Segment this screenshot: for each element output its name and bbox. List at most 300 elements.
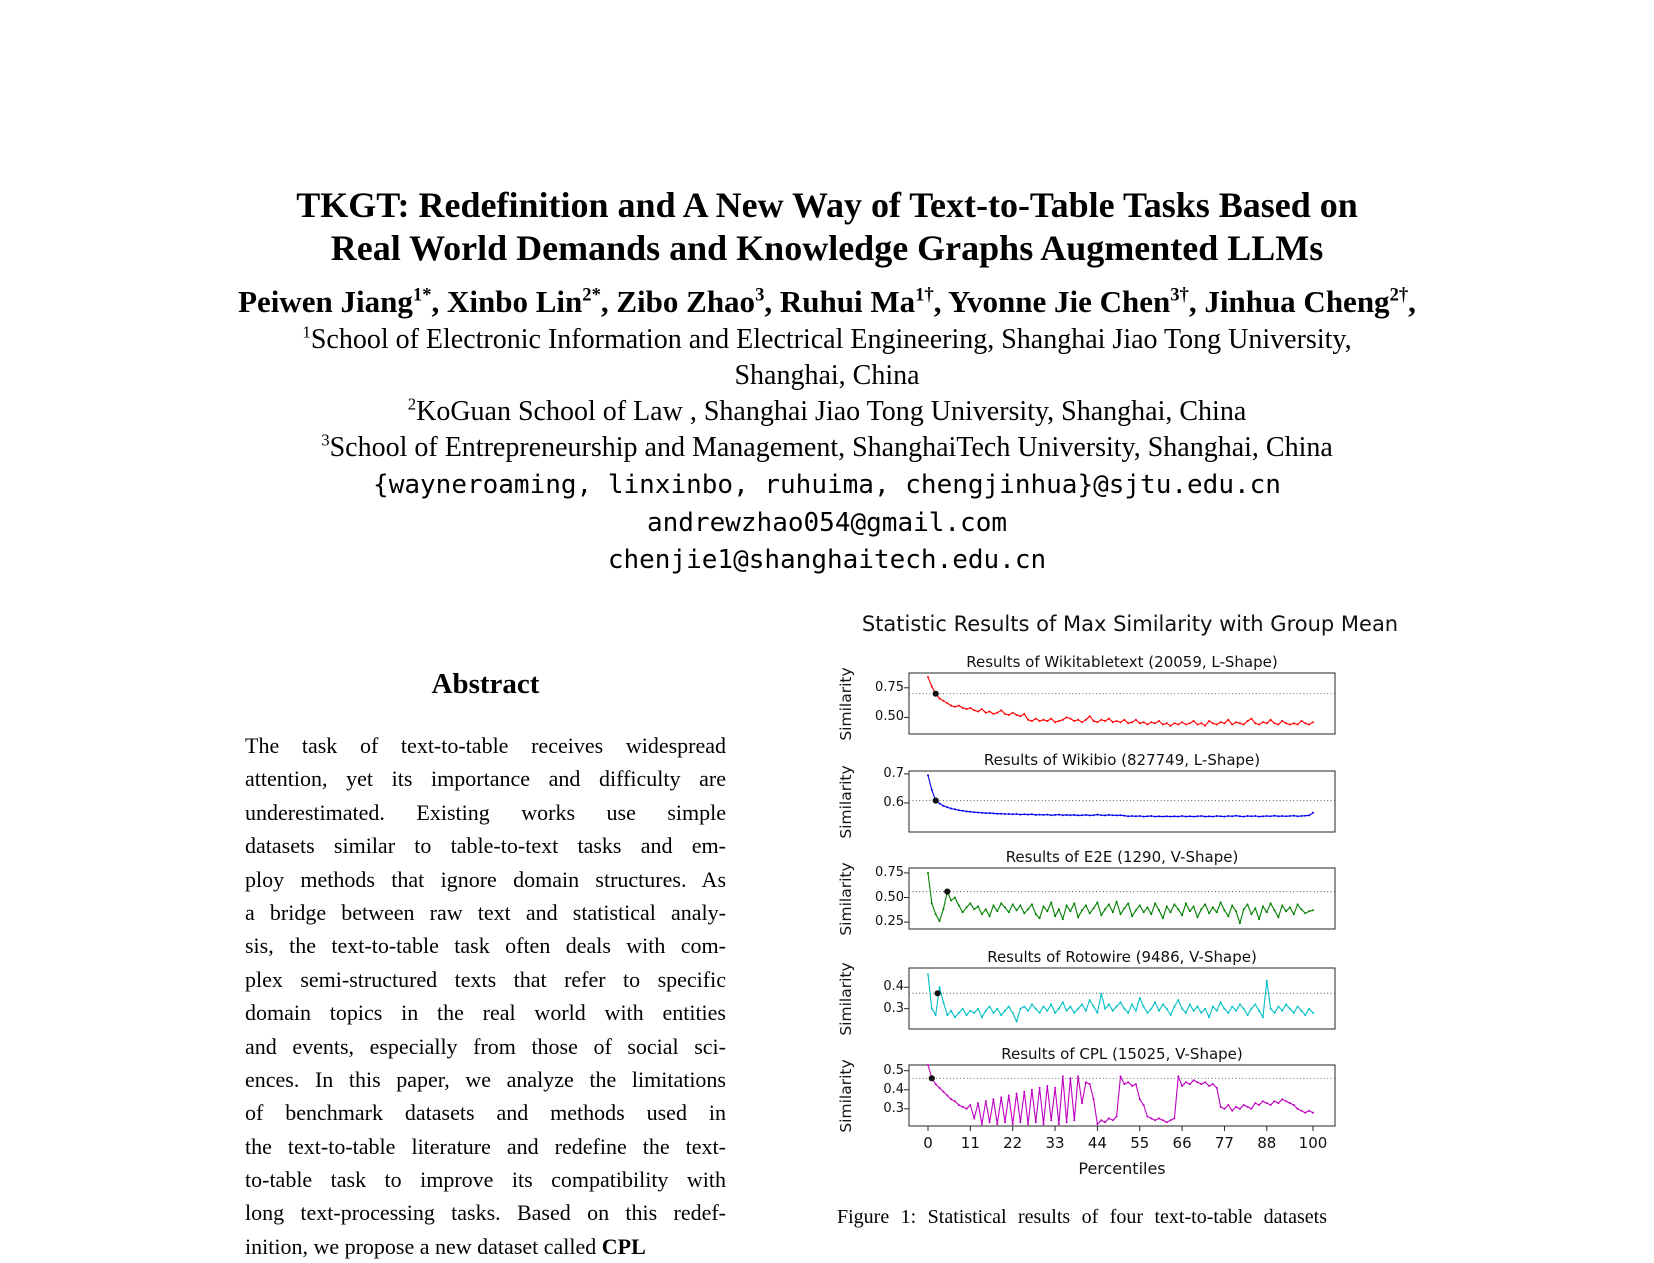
- data-point-marker: [1308, 910, 1310, 912]
- abstract-line: long text-processing tasks. Based on this redef-: [245, 1200, 726, 1226]
- data-point-marker: [1046, 1010, 1048, 1012]
- author-superscript: 3: [755, 284, 765, 306]
- data-point-marker: [1123, 719, 1125, 721]
- data-point-marker: [1250, 1008, 1252, 1010]
- data-point-marker: [1062, 814, 1064, 816]
- data-point-marker: [1304, 722, 1306, 724]
- data-point-marker: [939, 803, 941, 805]
- data-point-marker: [1116, 1006, 1118, 1008]
- data-point-marker: [939, 698, 941, 700]
- data-point-marker: [1258, 1104, 1260, 1106]
- data-point-marker: [1185, 724, 1187, 726]
- data-point-marker: [1139, 722, 1141, 724]
- abstract-line: sis, the text-to-table task often deals with com-: [245, 933, 726, 959]
- data-point-marker: [1035, 1121, 1037, 1123]
- data-point-marker: [958, 705, 960, 707]
- data-point-marker: [973, 908, 975, 910]
- similarity-series-line: [928, 974, 1313, 1021]
- data-point-marker: [1274, 722, 1276, 724]
- data-point-marker: [1293, 722, 1295, 724]
- data-point-marker: [1304, 815, 1306, 817]
- x-tick-label: 11: [960, 1134, 980, 1152]
- data-point-marker: [1193, 1079, 1195, 1081]
- data-point-marker: [1093, 814, 1095, 816]
- data-point-marker: [1297, 1006, 1299, 1008]
- data-point-marker: [1073, 814, 1075, 816]
- x-tick-label: 77: [1214, 1134, 1234, 1152]
- data-point-marker: [1120, 1075, 1122, 1077]
- data-point-marker: [1262, 905, 1264, 907]
- data-point-marker: [1170, 1014, 1172, 1016]
- data-point-marker: [1050, 1003, 1052, 1005]
- data-point-marker: [1177, 724, 1179, 726]
- data-point-marker: [1131, 721, 1133, 723]
- data-point-marker: [1066, 904, 1068, 906]
- data-point-marker: [1231, 815, 1233, 817]
- data-point-marker: [1054, 1087, 1056, 1089]
- author-superscript: 3†: [1170, 284, 1189, 306]
- data-point-marker: [1004, 713, 1006, 715]
- data-point-marker: [1312, 1012, 1314, 1014]
- data-point-marker: [931, 789, 933, 791]
- data-point-marker: [1058, 1008, 1060, 1010]
- data-point-marker: [1185, 902, 1187, 904]
- data-point-marker: [1270, 719, 1272, 721]
- data-point-marker: [1012, 1012, 1014, 1014]
- data-point-marker: [962, 1008, 964, 1010]
- data-point-marker: [1181, 815, 1183, 817]
- y-axis-label: Similarity: [837, 764, 855, 839]
- y-tick-label: 0.5: [883, 1062, 904, 1078]
- data-point-marker: [1208, 1016, 1210, 1018]
- data-point-marker: [1100, 814, 1102, 816]
- data-point-marker: [946, 806, 948, 808]
- data-point-marker: [966, 708, 968, 710]
- subplot-title: Results of Wikibio (827749, L-Shape): [983, 751, 1261, 769]
- data-point-marker: [1197, 916, 1199, 918]
- data-point-marker: [1146, 1012, 1148, 1014]
- data-point-marker: [1104, 1008, 1106, 1010]
- data-point-marker: [1012, 903, 1014, 905]
- data-point-marker: [1158, 1010, 1160, 1012]
- data-point-marker: [1112, 1119, 1114, 1121]
- subplot-title: Results of Rotowire (9486, V-Shape): [987, 948, 1257, 966]
- data-point-marker: [1197, 1006, 1199, 1008]
- data-point-marker: [1223, 722, 1225, 724]
- data-point-marker: [1193, 1010, 1195, 1012]
- data-point-marker: [1023, 813, 1025, 815]
- data-point-marker: [977, 905, 979, 907]
- data-point-marker: [1154, 816, 1156, 818]
- data-point-marker: [1154, 722, 1156, 724]
- data-point-marker: [1177, 816, 1179, 818]
- data-point-marker: [1054, 1012, 1056, 1014]
- data-point-marker: [1019, 715, 1021, 717]
- data-point-marker: [1212, 722, 1214, 724]
- data-point-marker: [1046, 1085, 1048, 1087]
- data-point-marker: [950, 1010, 952, 1012]
- data-point-marker: [1139, 997, 1141, 999]
- data-point-marker: [1058, 720, 1060, 722]
- data-point-marker: [954, 897, 956, 899]
- data-point-marker: [1016, 1093, 1018, 1095]
- data-point-marker: [1150, 1117, 1152, 1119]
- data-point-marker: [1104, 720, 1106, 722]
- data-point-marker: [1004, 906, 1006, 908]
- data-point-marker: [1081, 721, 1083, 723]
- data-point-marker: [1039, 1012, 1041, 1014]
- data-point-marker: [1000, 709, 1002, 711]
- data-point-marker: [985, 1010, 987, 1012]
- data-point-marker: [977, 812, 979, 814]
- data-point-marker: [1008, 714, 1010, 716]
- data-point-marker: [1143, 911, 1145, 913]
- data-point-marker: [1131, 1085, 1133, 1087]
- data-point-marker: [1312, 812, 1314, 814]
- data-point-marker: [1254, 1003, 1256, 1005]
- data-point-marker: [958, 1012, 960, 1014]
- data-point-marker: [1247, 903, 1249, 905]
- data-point-marker: [1146, 906, 1148, 908]
- data-point-marker: [985, 712, 987, 714]
- data-point-marker: [1085, 719, 1087, 721]
- data-point-marker: [1304, 912, 1306, 914]
- x-tick-label: 44: [1087, 1134, 1107, 1152]
- data-point-marker: [1235, 910, 1237, 912]
- data-point-marker: [1223, 1008, 1225, 1010]
- data-point-marker: [1254, 907, 1256, 909]
- data-point-marker: [1146, 815, 1148, 817]
- data-point-marker: [1085, 1081, 1087, 1083]
- data-point-marker: [1123, 1008, 1125, 1010]
- data-point-marker: [1146, 724, 1148, 726]
- data-point-marker: [1208, 815, 1210, 817]
- data-point-marker: [1166, 722, 1168, 724]
- data-point-marker: [1166, 1008, 1168, 1010]
- data-point-marker: [1158, 1117, 1160, 1119]
- data-point-marker: [996, 1008, 998, 1010]
- data-point-marker: [1023, 713, 1025, 715]
- data-point-marker: [1193, 816, 1195, 818]
- data-point-marker: [1008, 813, 1010, 815]
- data-point-marker: [1266, 1102, 1268, 1104]
- data-point-marker: [1150, 815, 1152, 817]
- data-point-marker: [1277, 815, 1279, 817]
- data-point-marker: [1250, 913, 1252, 915]
- data-point-marker: [1081, 1003, 1083, 1005]
- data-point-marker: [1085, 814, 1087, 816]
- axes-box: [909, 868, 1335, 929]
- data-point-marker: [977, 711, 979, 713]
- data-point-marker: [1262, 1016, 1264, 1018]
- author-superscript: 2†: [1389, 284, 1409, 306]
- data-point-marker: [996, 910, 998, 912]
- x-tick-label: 100: [1298, 1134, 1328, 1152]
- data-point-marker: [992, 1098, 994, 1100]
- email-line: chenjie1@shanghaitech.edu.cn: [607, 545, 1047, 575]
- abstract-line: attention, yet its importance and difficulty are: [245, 766, 726, 792]
- data-point-marker: [981, 913, 983, 915]
- abstract-line: underestimated. Existing works use simple: [245, 799, 726, 825]
- data-point-marker: [1243, 724, 1245, 726]
- mean-crossing-dot: [933, 798, 939, 804]
- data-point-marker: [1093, 1098, 1095, 1100]
- data-point-marker: [981, 812, 983, 814]
- data-point-marker: [942, 1091, 944, 1093]
- data-point-marker: [1289, 1008, 1291, 1010]
- data-point-marker: [989, 711, 991, 713]
- data-point-marker: [1208, 912, 1210, 914]
- data-point-marker: [1247, 1014, 1249, 1016]
- axes-box: [909, 1065, 1335, 1126]
- data-point-marker: [954, 1100, 956, 1102]
- abstract-line: datasets similar to table-to-text tasks and em-: [245, 833, 726, 859]
- y-tick-label: 0.3: [883, 1000, 904, 1016]
- affiliation-line: $^1$School of Electronic Information and Electrical Engineering, Shanghai Jiao Tong University,: [302, 322, 1352, 355]
- axes-box: [909, 771, 1335, 832]
- data-point-marker: [1000, 902, 1002, 904]
- data-point-marker: [1227, 1012, 1229, 1014]
- data-point-marker: [1058, 814, 1060, 816]
- author-name: Ruhui $Ma^{1\dagger}$: [779, 284, 934, 319]
- data-point-marker: [1019, 1121, 1021, 1123]
- data-point-marker: [1204, 816, 1206, 818]
- data-point-marker: [935, 1083, 937, 1085]
- data-point-marker: [1266, 722, 1268, 724]
- mean-crossing-dot: [935, 990, 941, 996]
- data-point-marker: [985, 1100, 987, 1102]
- data-point-marker: [1089, 999, 1091, 1001]
- data-point-marker: [1304, 1014, 1306, 1016]
- data-point-marker: [1223, 1108, 1225, 1110]
- data-point-marker: [958, 1104, 960, 1106]
- data-point-marker: [950, 705, 952, 707]
- data-point-marker: [1120, 721, 1122, 723]
- data-point-marker: [1200, 1012, 1202, 1014]
- email-line: andrewzhao054@gmail.com: [646, 508, 1008, 538]
- data-point-marker: [954, 706, 956, 708]
- data-point-marker: [1000, 1014, 1002, 1016]
- data-point-marker: [1108, 814, 1110, 816]
- y-tick-label: 0.75: [875, 864, 904, 880]
- data-point-marker: [1300, 908, 1302, 910]
- data-point-marker: [1289, 724, 1291, 726]
- data-point-marker: [992, 812, 994, 814]
- abstract-heading: Abstract: [431, 668, 540, 700]
- data-point-marker: [1150, 721, 1152, 723]
- data-point-marker: [1069, 1077, 1071, 1079]
- data-point-marker: [1062, 1001, 1064, 1003]
- data-point-marker: [1093, 907, 1095, 909]
- data-point-marker: [1204, 725, 1206, 727]
- data-point-marker: [1043, 905, 1045, 907]
- data-point-marker: [1173, 815, 1175, 817]
- data-point-marker: [1274, 815, 1276, 817]
- similarity-series-line: [928, 1065, 1313, 1124]
- data-point-marker: [1019, 1008, 1021, 1010]
- affiliation-superscript: 1: [302, 322, 311, 342]
- data-point-marker: [1166, 815, 1168, 817]
- author-superscript: 1†: [915, 284, 934, 306]
- data-point-marker: [1304, 1112, 1306, 1114]
- data-point-marker: [1069, 1006, 1071, 1008]
- data-point-marker: [1023, 1006, 1025, 1008]
- data-point-marker: [1035, 718, 1037, 720]
- data-point-marker: [1239, 922, 1241, 924]
- data-point-marker: [1239, 815, 1241, 817]
- data-point-marker: [973, 1117, 975, 1119]
- data-point-marker: [1177, 999, 1179, 1001]
- data-point-marker: [1208, 720, 1210, 722]
- data-point-marker: [1274, 909, 1276, 911]
- data-point-marker: [1143, 1104, 1145, 1106]
- affiliation-line: $^2$KoGuan School of Law , Shanghai Jiao Tong University, Shanghai, China: [407, 394, 1247, 427]
- data-point-marker: [1066, 814, 1068, 816]
- abstract-line: ploy methods that ignore domain structures. As: [245, 866, 726, 892]
- data-point-marker: [1100, 719, 1102, 721]
- data-point-marker: [1073, 1119, 1075, 1121]
- data-point-marker: [1089, 912, 1091, 914]
- data-point-marker: [1293, 815, 1295, 817]
- data-point-marker: [1127, 902, 1129, 904]
- data-point-marker: [1274, 1012, 1276, 1014]
- abstract-line: a bridge between raw text and statistical analy-: [245, 899, 726, 925]
- data-point-marker: [1108, 1003, 1110, 1005]
- data-point-marker: [1085, 904, 1087, 906]
- dataset-name-cpl: CPL: [601, 1233, 646, 1259]
- data-point-marker: [973, 811, 975, 813]
- axes-box: [909, 673, 1335, 734]
- x-tick-label: 33: [1045, 1134, 1065, 1152]
- data-point-marker: [942, 1001, 944, 1003]
- x-tick-label: 55: [1130, 1134, 1150, 1152]
- data-point-marker: [1266, 980, 1268, 982]
- data-point-marker: [992, 1012, 994, 1014]
- data-point-marker: [935, 1014, 937, 1016]
- data-point-marker: [1089, 715, 1091, 717]
- data-point-marker: [1270, 815, 1272, 817]
- data-point-marker: [1112, 1010, 1114, 1012]
- data-point-marker: [1285, 1003, 1287, 1005]
- data-point-marker: [1243, 908, 1245, 910]
- data-point-marker: [1258, 918, 1260, 920]
- x-tick-label: 66: [1172, 1134, 1192, 1152]
- data-point-marker: [958, 809, 960, 811]
- data-point-marker: [1043, 814, 1045, 816]
- data-point-marker: [946, 1014, 948, 1016]
- data-point-marker: [1189, 910, 1191, 912]
- data-point-marker: [946, 702, 948, 704]
- data-point-marker: [1277, 724, 1279, 726]
- data-point-marker: [1093, 720, 1095, 722]
- data-point-marker: [989, 1006, 991, 1008]
- data-point-marker: [942, 700, 944, 702]
- data-point-marker: [1154, 1119, 1156, 1121]
- data-point-marker: [1208, 1085, 1210, 1087]
- data-point-marker: [1054, 814, 1056, 816]
- data-point-marker: [1170, 816, 1172, 818]
- abstract-body: [245, 729, 726, 1263]
- data-point-marker: [1189, 1003, 1191, 1005]
- data-point-marker: [1216, 1010, 1218, 1012]
- data-point-marker: [946, 1095, 948, 1097]
- data-point-marker: [1073, 1012, 1075, 1014]
- author-name: Xinbo Lin$^{2*}$: [447, 284, 601, 319]
- x-tick-label: 88: [1257, 1134, 1277, 1152]
- data-point-marker: [1046, 814, 1048, 816]
- data-point-marker: [1058, 1123, 1060, 1125]
- data-point-marker: [1123, 907, 1125, 909]
- data-point-marker: [1227, 915, 1229, 917]
- data-point-marker: [1054, 721, 1056, 723]
- data-point-marker: [1216, 1087, 1218, 1089]
- data-point-marker: [1143, 721, 1145, 723]
- data-point-marker: [1197, 724, 1199, 726]
- data-point-marker: [1046, 910, 1048, 912]
- data-point-marker: [1231, 724, 1233, 726]
- data-point-marker: [1250, 718, 1252, 720]
- data-point-marker: [1285, 1100, 1287, 1102]
- data-point-marker: [992, 904, 994, 906]
- data-point-marker: [1158, 815, 1160, 817]
- data-point-marker: [1066, 1121, 1068, 1123]
- abstract-line: of benchmark datasets and methods used in: [245, 1100, 726, 1126]
- y-tick-label: 0.75: [875, 679, 904, 695]
- similarity-series-line: [928, 775, 1313, 816]
- data-point-marker: [1146, 1116, 1148, 1118]
- data-point-marker: [1016, 909, 1018, 911]
- data-point-marker: [1254, 815, 1256, 817]
- abstract-line: plex semi-structured texts that refer to specific: [245, 966, 726, 992]
- data-point-marker: [1250, 815, 1252, 817]
- data-point-marker: [1300, 815, 1302, 817]
- y-tick-label: 0.4: [883, 979, 904, 995]
- similarity-series-line: [928, 873, 1313, 923]
- data-point-marker: [1235, 1010, 1237, 1012]
- figure-suptitle: Statistic Results of Max Similarity with Group Mean: [861, 612, 1399, 636]
- data-point-marker: [1185, 816, 1187, 818]
- data-point-marker: [1016, 714, 1018, 716]
- data-point-marker: [1212, 1083, 1214, 1085]
- data-point-marker: [1204, 903, 1206, 905]
- data-point-marker: [966, 1108, 968, 1110]
- data-point-marker: [1281, 904, 1283, 906]
- data-point-marker: [1004, 813, 1006, 815]
- data-point-marker: [1166, 1121, 1168, 1123]
- data-point-marker: [1162, 816, 1164, 818]
- data-point-marker: [950, 808, 952, 810]
- y-tick-label: 0.4: [883, 1081, 904, 1097]
- data-point-marker: [1285, 722, 1287, 724]
- data-point-marker: [1062, 719, 1064, 721]
- data-point-marker: [1139, 1098, 1141, 1100]
- affiliation-line: Shanghai, China: [734, 360, 920, 391]
- data-point-marker: [1227, 815, 1229, 817]
- data-point-marker: [1050, 718, 1052, 720]
- data-point-marker: [981, 1123, 983, 1125]
- data-point-marker: [1066, 1010, 1068, 1012]
- data-point-marker: [954, 808, 956, 810]
- data-point-marker: [1308, 724, 1310, 726]
- similarity-series-line: [928, 677, 1313, 726]
- data-point-marker: [1043, 719, 1045, 721]
- data-point-marker: [1093, 1006, 1095, 1008]
- x-axis-label: Percentiles: [1078, 1159, 1166, 1178]
- y-axis-label: Similarity: [837, 1058, 855, 1133]
- data-point-marker: [1177, 908, 1179, 910]
- data-point-marker: [1135, 909, 1137, 911]
- data-point-marker: [1297, 815, 1299, 817]
